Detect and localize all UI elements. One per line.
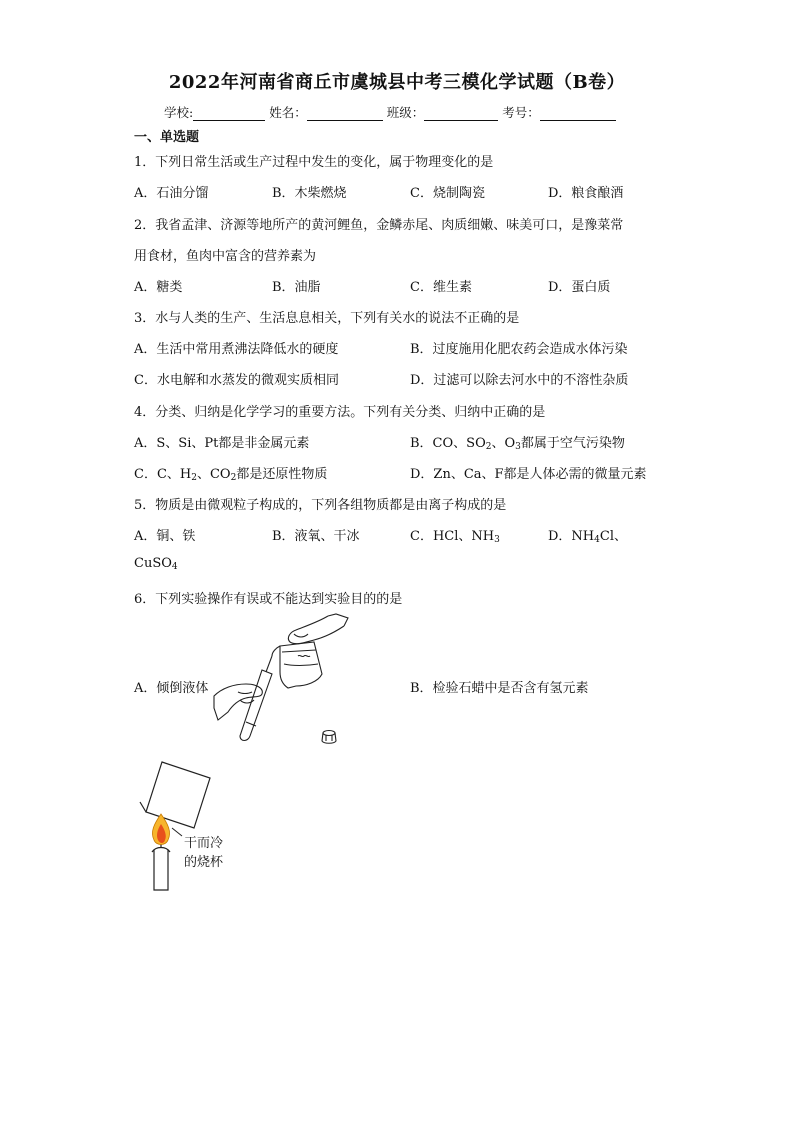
q2-option-a: A．糖类 — [134, 280, 183, 295]
q5-d-post: Cl、 — [599, 529, 627, 544]
beaker-label-line2: 的烧杯 — [184, 855, 224, 870]
q1-option-a: A．石油分馏 — [134, 186, 209, 201]
q3-option-c: C．水电解和水蒸发的微观实质相同 — [134, 373, 339, 388]
exam-no-blank — [540, 106, 616, 121]
q3-option-d: D．过滤可以除去河水中的不溶性杂质 — [410, 373, 629, 388]
q5-c-sub: 3 — [494, 535, 500, 545]
q4-option-b — [410, 432, 625, 452]
q2-option-c: C．维生素 — [410, 280, 472, 295]
student-info-line — [164, 103, 616, 121]
q1-option-c: C．烧制陶瓷 — [410, 186, 485, 201]
question-6-stem: 6．下列实验操作有误或不能达到实验目的的是 — [134, 592, 403, 607]
q4-b-text: B．CO、SO — [410, 436, 486, 451]
q4-c-text: C．C、H — [134, 467, 192, 482]
q5-option-b: B．液氧、干冰 — [272, 529, 360, 544]
page-title: 2022年河南省商丘市虞城县中考三模化学试题（B卷） — [168, 72, 626, 93]
q3-option-a: A．生活中常用煮沸法降低水的硬度 — [134, 342, 339, 357]
q4-c-sub1: 2 — [191, 473, 197, 483]
stopper-figure — [320, 728, 338, 746]
class-blank — [424, 106, 498, 121]
class-label: 班级： — [386, 105, 425, 120]
question-5-stem: 5．物质是由微观粒子构成的，下列各组物质都是由离子构成的是 — [134, 498, 507, 513]
exam-no-label: 考号： — [502, 105, 540, 120]
q4-b-sub2: 3 — [515, 442, 521, 452]
q4-c-post: 都是还原性物质 — [236, 467, 328, 482]
q5-option-c — [410, 525, 500, 545]
q5-d-text: D．NH — [548, 529, 595, 544]
question-3-stem: 3．水与人类的生产、生活息息相关，下列有关水的说法不正确的是 — [134, 311, 520, 326]
q5-option-d-continued — [134, 556, 178, 572]
q4-option-a: A．S、Si、Pt都是非金属元素 — [134, 436, 310, 451]
q1-option-d: D．粮食酿酒 — [548, 186, 624, 201]
school-label: 学校: — [164, 105, 194, 120]
question-4-stem: 4．分类、归纳是化学学习的重要方法。下列有关分类、归纳中正确的是 — [134, 405, 546, 420]
question-2-stem-line1: 2．我省孟津、济源等地所产的黄河鲤鱼，金鳞赤尾、肉质细嫩、味美可口，是豫菜常 — [134, 218, 624, 233]
beaker-label — [184, 834, 223, 872]
q5-option-d — [548, 525, 627, 545]
q6-option-b: B．检验石蜡中是否含有氢元素 — [410, 681, 589, 696]
q2-option-d: D．蛋白质 — [548, 280, 611, 295]
name-label: 姓名： — [269, 105, 307, 120]
name-blank — [307, 106, 383, 121]
q5-d-cont-text: CuSO — [134, 556, 172, 571]
q3-option-b: B．过度施用化肥农药会造成水体污染 — [410, 342, 628, 357]
q4-option-c — [134, 463, 327, 483]
beaker-label-line1: 干而冷 — [184, 836, 224, 851]
q4-b-mid: 、O — [491, 436, 516, 451]
q2-option-b: B．油脂 — [272, 280, 321, 295]
q4-b-sub1: 2 — [485, 442, 492, 452]
q5-d-cont-sub: 4 — [171, 562, 178, 572]
q5-c-text: C．HCl、NH — [410, 529, 495, 544]
school-blank — [193, 106, 265, 121]
q4-option-d: D．Zn、Ca、F都是人体必需的微量元素 — [410, 467, 647, 482]
question-2-stem-line2: 用食材，鱼肉中富含的营养素为 — [134, 249, 317, 264]
q5-d-sub: 4 — [594, 535, 600, 545]
q5-option-a: A．铜、铁 — [134, 529, 196, 544]
section-heading: 一、单选题 — [134, 130, 200, 145]
q6-option-a: A．倾倒液体 — [134, 681, 209, 696]
q4-b-post: 都属于空气污染物 — [520, 436, 625, 451]
q1-option-b: B．木柴燃烧 — [272, 186, 347, 201]
q4-c-sub2: 2 — [230, 473, 237, 483]
candle-beaker-figure — [136, 756, 226, 894]
question-1-stem: 1．下列日常生活或生产过程中发生的变化，属于物理变化的是 — [134, 155, 494, 170]
q4-c-mid: 、CO — [196, 467, 231, 482]
